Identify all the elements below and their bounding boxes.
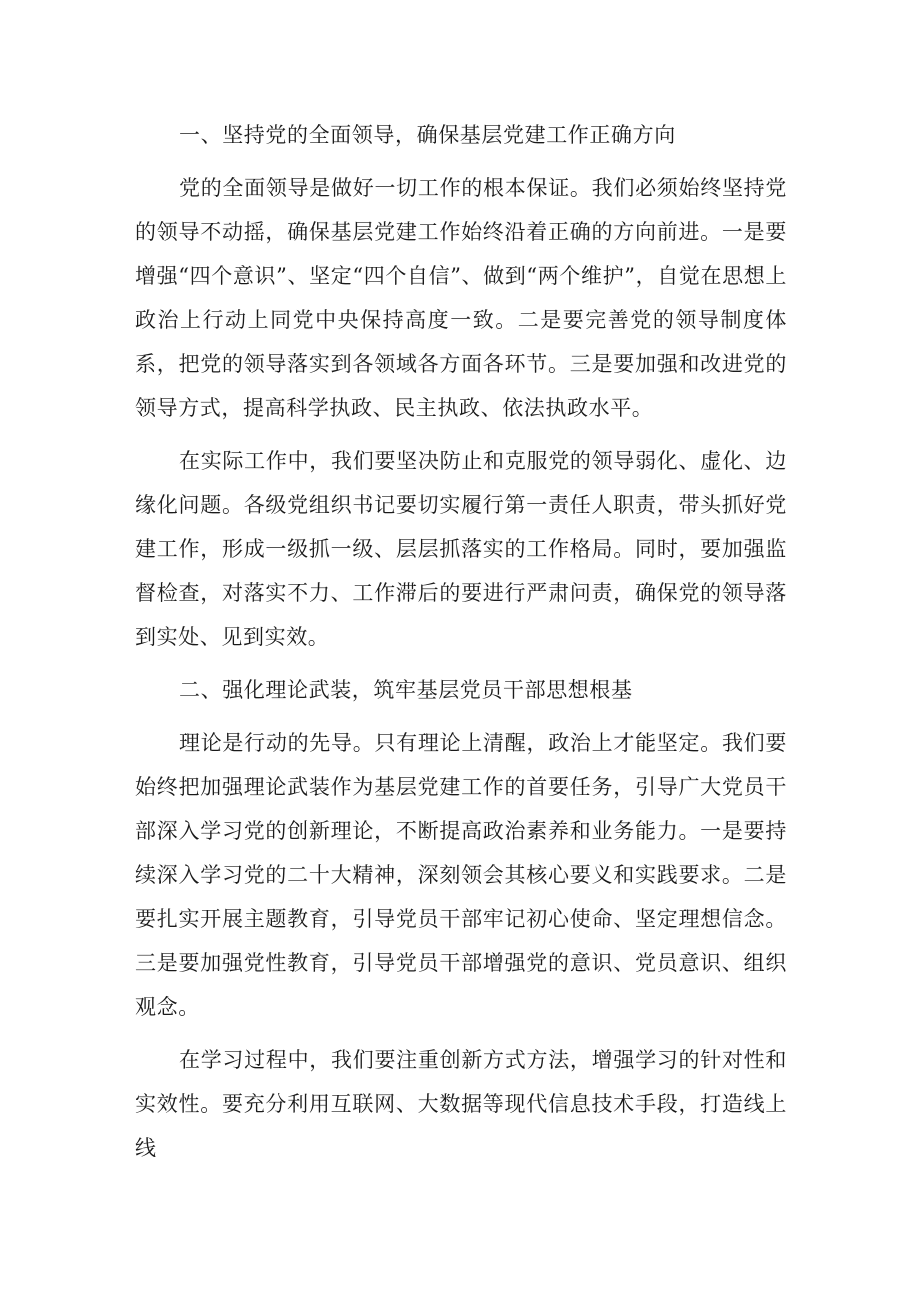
section-1-paragraph-2: 在实际工作中，我们要坚决防止和克服党的领导弱化、虚化、边缘化问题。各级党组织书记要切实履行第一责任人职责，带头抓好党建工作，形成一级抓一级、层层抓落实的工作格局。同时，要加强监督检查，对落实不力、工作滞后的要进行严肃问责，确保党的领导落到实处、见到实效。: [135, 449, 787, 649]
section-heading-1: 一、坚持党的全面领导，确保基层党建工作正确方向: [179, 123, 676, 147]
section-2-paragraph-1: 理论是行动的先导。只有理论上清醒，政治上才能坚定。我们要始终把加强理论武装作为基层党建工作的首要任务，引导广大党员干部深入学习党的创新理论，不断提高政治素养和业务能力。一是要持续深入学习党的二十大精神，深刻领会其核心要义和实践要求。二是要扎实开展主题教育，引导党员干部牢记初心使命、坚定理想信念。三是要加强党性教育，引导党员干部增强党的意识、党员意识、组织观念。: [135, 731, 787, 1019]
section-2-paragraph-2: 在学习过程中，我们要注重创新方式方法，增强学习的针对性和实效性。要充分利用互联网、大数据等现代信息技术手段，打造线上线: [135, 1048, 787, 1160]
document-page: [135, 113, 787, 1179]
section-1-paragraph-1: 党的全面领导是做好一切工作的根本保证。我们必须始终坚持党的领导不动摇，确保基层党建工作始终沿着正确的方向前进。一是要增强“四个意识”、坚定“四个自信”、做到“两个维护”，自觉在思想上政治上行动上同党中央保持高度一致。二是要完善党的领导制度体系，把党的领导落实到各领域各方面各环节。三是要加强和改进党的领导方式，提高科学执政、民主执政、依法执政水平。: [135, 176, 787, 420]
section-heading-2: 二、强化理论武装，筑牢基层党员干部思想根基: [179, 678, 633, 702]
